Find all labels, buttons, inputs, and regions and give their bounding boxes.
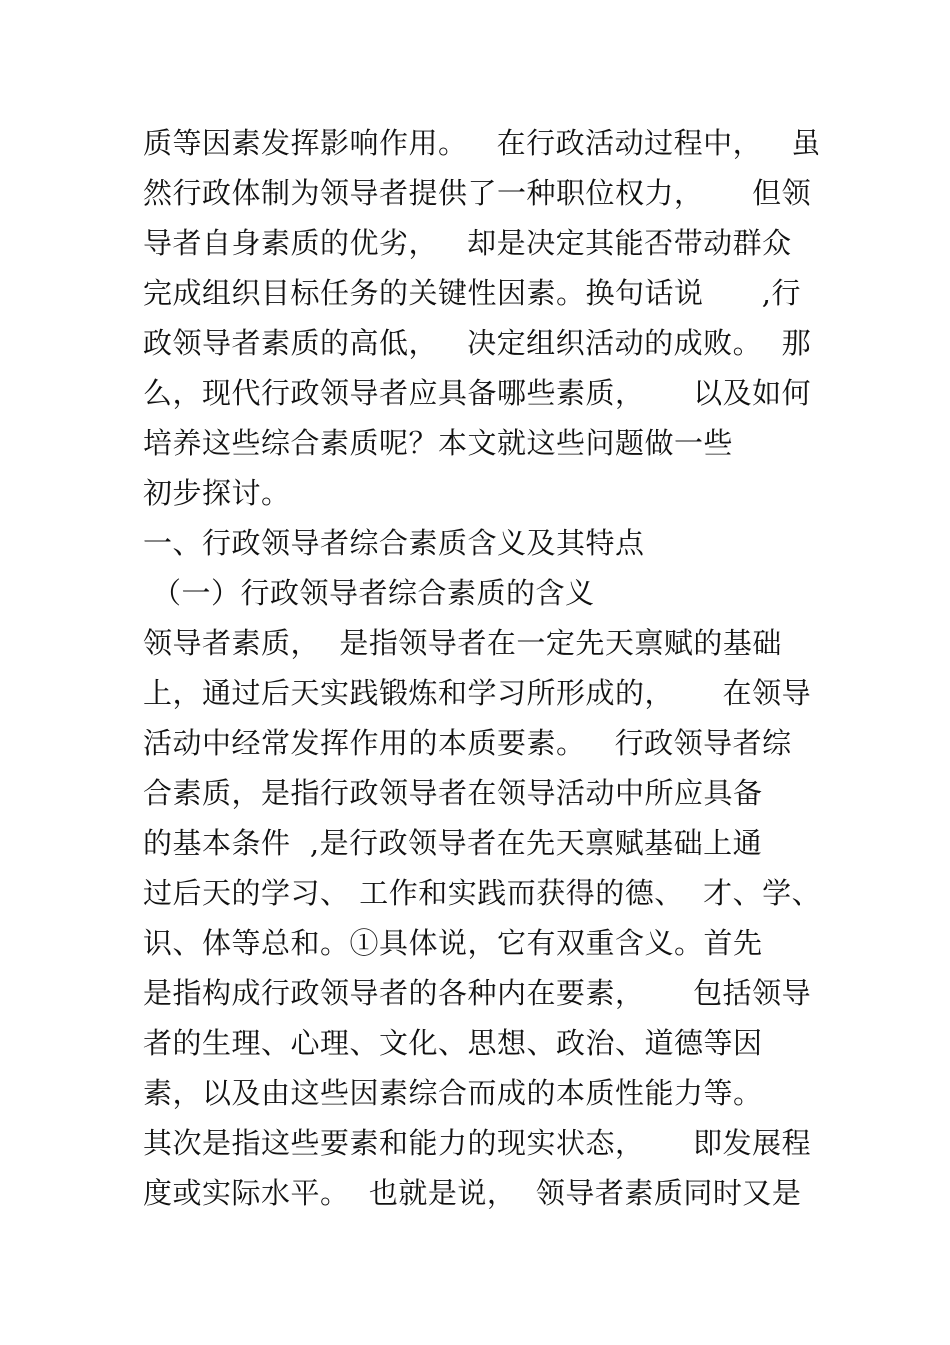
- text-line: 培养这些综合素质呢？本文就这些问题做一些: [143, 426, 734, 460]
- subsection-heading: （一）行政领导者综合素质的含义: [152, 576, 595, 610]
- text-line: 完成组织目标任务的关键性因素。换句话说 ,行: [143, 276, 802, 310]
- section-heading: 一、行政领导者综合素质含义及其特点: [143, 526, 645, 560]
- text-line: 么，现代行政领导者应具备哪些素质， 以及如何: [143, 376, 812, 410]
- text-line: 活动中经常发挥作用的本质要素。 行政领导者综: [143, 726, 792, 760]
- text-line: 质等因素发挥影响作用。 在行政活动过程中， 虽: [143, 126, 821, 160]
- text-line: 者的生理、心理、文化、思想、政治、道德等因: [143, 1026, 763, 1060]
- text-line: 合素质，是指行政领导者在领导活动中所应具备: [143, 776, 763, 810]
- text-line: 上，通过后天实践锻炼和学习所形成的， 在领导: [143, 676, 812, 710]
- text-line: 导者自身素质的优劣， 却是决定其能否带动群众: [143, 226, 792, 260]
- text-line: 初步探讨。: [143, 476, 291, 510]
- text-line: 政领导者素质的高低， 决定组织活动的成败。 那: [143, 326, 812, 360]
- text-line: 识、体等总和。①具体说，它有双重含义。首先: [143, 926, 763, 960]
- text-line: 然行政体制为领导者提供了一种职位权力， 但领: [143, 176, 812, 210]
- text-line: 其次是指这些要素和能力的现实状态， 即发展程: [143, 1126, 812, 1160]
- text-line: 是指构成行政领导者的各种内在要素， 包括领导: [143, 976, 812, 1010]
- text-line: 过后天的学习、 工作和实践而获得的德、 才、学、: [143, 876, 822, 910]
- text-line: 领导者素质， 是指领导者在一定先天禀赋的基础: [143, 626, 782, 660]
- text-line: 素，以及由这些因素综合而成的本质性能力等。: [143, 1076, 763, 1110]
- text-line: 度或实际水平。 也就是说， 领导者素质同时又是: [143, 1176, 802, 1210]
- text-line: 的基本条件 ,是行政领导者在先天禀赋基础上通: [143, 826, 763, 860]
